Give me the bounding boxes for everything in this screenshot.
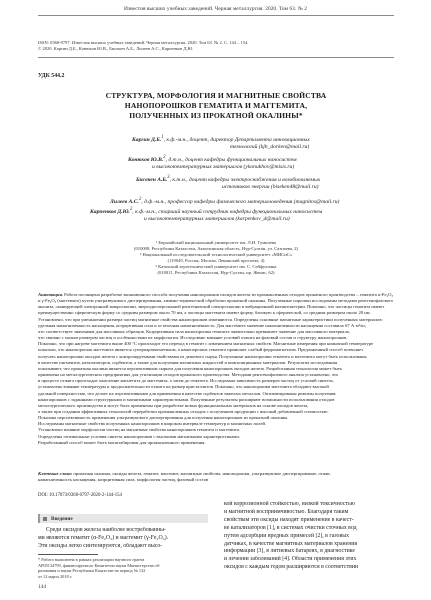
- doi-link[interactable]: DOI: 10.17073/0368-0797-2020-2-144-154: [38, 493, 122, 498]
- paragraph-line: и лечении заболеваний [4]. Области применения этих: [224, 556, 357, 563]
- section-heading: [38, 514, 208, 523]
- affiliation-mark: 2: [163, 155, 166, 160]
- author-details: источников энергии (biseken48@mail.ru): [222, 184, 319, 191]
- abstract-line: Исследованы магнитные свойства полученных нанопорошков в широком интервале температур и магнитных полей.: [38, 421, 267, 427]
- author-entry: [128, 154, 297, 172]
- footnote-line: разования и науки Республики Казахстан на период № 132: [38, 568, 146, 574]
- abstract-line: получать нанопорошки оксидов железа с контролируемыми свойствами из дешевого сырья. Полученные нанопорошки гематита и маггемита могут быть использованы: [38, 353, 367, 359]
- section-square-icon: [43, 517, 47, 521]
- keywords-line: прокатная окалина, оксиды железа, гематит, маггемит, магнитные свойства, нанопорошки, ультразвуковое диспергирование, отжиг,: [72, 471, 331, 476]
- author-entry: [136, 174, 320, 192]
- abstract-line: Установлено влияние морфологии частиц на магнитные свойства нанопорошков гематита и маггемита.: [38, 427, 241, 433]
- paragraph-line: Эти оксиды легко синтезируются, обладают высо-: [38, 542, 163, 549]
- paragraph-line: ми являются гематит (α-Fe₂O₃) и маггемит (γ-Fe₂O₃).: [38, 534, 169, 541]
- title-line: НАНОПОРОШКОВ ГЕМАТИТА И МАГГЕМИТА,: [124, 101, 308, 110]
- affiliation-line: ² Национальный исследовательский технологический университет «МИСиС»: [139, 252, 293, 257]
- abstract-line: что соответствует значениям для массивных образцов. Коэрцитивная сила нанопорошка гематита значительно превышает значение для массивного материала,: [38, 328, 350, 334]
- running-header: Известия высших учебных заведений. Черная металлургия. 2020. Том 63. № 2: [123, 6, 308, 12]
- affiliation-line: (010008, Республика Казахстан, Акмолинская область, Нур-Султан, ул. Сатпаева, 2): [133, 246, 299, 251]
- author-details: , к.т.н., доцент кафедры электроснабжения и возобновляемых: [169, 176, 321, 183]
- affiliation-line: ¹ Евразийский национальный университет им. Л.Н. Гумилева: [155, 240, 277, 245]
- udc-code: УДК 544.2: [38, 73, 65, 79]
- abstract-line: в процессе отжига происходит окисление магнетита до маггемита, а затем до гематита. Исследована зависимость размеров частиц от условий синтеза,: [38, 378, 334, 384]
- author-entry: [132, 134, 310, 152]
- title-line: ПОЛУЧЕННЫХ ИЗ ПРОКАТНОЙ ОКАЛИНЫ*: [129, 111, 303, 120]
- author-details: , д.ф.-м.н., профессор кафедры физического материаловедения (magnitos@mail.ru): [141, 198, 340, 205]
- author-details: , к.ф.-м.н., доцент, директор Департамента инновационных: [163, 136, 310, 143]
- footnote-line: * Работа выполнена в рамках реализации научного гранта: [38, 557, 145, 562]
- affiliation-line: (010011, Республика Казахстан, Нур-Султан, пр. Женис, 62): [157, 270, 275, 275]
- affiliation-line: ³ Казахский агротехнический университет им. С. Сейфуллина: [155, 264, 277, 269]
- paragraph-line: свойствам эти оксиды находят применение в качест-: [224, 516, 354, 523]
- copyright-line: © 2020. Каргин Д.Б., Конюхов Ю.В., Бисекен А.Б., Лилеев А.С., Карпенков Д.Ю.: [38, 46, 194, 52]
- abstract-line: удельной поверхностью, что делает их перспективными для применения в качестве сорбентов тяжелых металлов. Оптимизированы режимы получения: [38, 390, 336, 396]
- author-details: технологий (kjb_dorken@mail.ru): [230, 144, 310, 151]
- abstract-line: показывают, что прокатная окалина является перспективным сырьем для получения нанопорошков оксидов железа. Разработанная технология может быть: [38, 365, 342, 371]
- author-details: , д.т.н., доцент кафедры функциональных наносистем: [165, 156, 297, 163]
- author-name: Бисекен А.Б.: [136, 176, 168, 183]
- abstract-line: что связано с малым размером частиц и особенностями их морфологии. Исследовано влияние условий отжига на фазовый состав и структуру нанопорошков.: [38, 335, 348, 341]
- affiliation-mark: 2: [129, 207, 133, 212]
- article-title: [38, 91, 394, 121]
- abstract-line: Определены оптимальные условия синтеза нанопорошков с высокими магнитными характеристиками.: [38, 433, 240, 439]
- affiliation-mark: 3: [167, 175, 170, 180]
- abstract-line: а также при создании эффективных технологий переработки промышленных отходов с получением продукции с высокой добавленной стоимостью.: [38, 408, 329, 414]
- header-rule: [38, 15, 394, 16]
- abstract-line: показали, что нанопорошок маггемита является суперпарамагнетиком, а нанопорошок гематита проявляет слабый ферромагнетизм. Предложенный способ позволяет: [38, 347, 364, 353]
- keywords-line: намагниченность насыщения, коэрцитивная сила, морфология частиц, фазовый состав: [38, 477, 209, 483]
- affiliation-mark: 1: [161, 135, 164, 140]
- abstract-line: преимущественно сферическую форму со средним размером около 70 нм, а частицы маггемита имеют форму, близкую к сферической, со средним размером около 20 нм.: [38, 310, 371, 316]
- author-entry: [90, 206, 322, 224]
- paragraph-line: ве катализаторов [1], в системах очистки сточных вод: [224, 524, 357, 531]
- abstract-line: Работа посвящена разработке экономичного способа получения нанопорошков оксидов железа из промышленных отходов прокатного производства – гематита α-Fe₂O₃: [62, 292, 394, 297]
- issn-line: ISSN: 0368-0797. Известия высших учебных заведений. Черная металлургия. 2020. Том 63. № 2. С. 144 – 154.: [38, 40, 249, 45]
- abstract-line: установлено влияние температуры и продолжительности отжига на размер кристаллитов. Показано, что нанопорошки маггемита обладают высокой: [38, 384, 329, 390]
- abstract-line: анализа, сканирующей электронной микроскопии, энергодисперсионной рентгеновской спектроскопии и вибрационной магнитометрии. Показано, что частицы гематита имеют: [38, 304, 385, 310]
- intro-column-left: [38, 527, 208, 551]
- paragraph-line: оксидов с каждым годом расширяются в соответствии: [224, 564, 359, 571]
- issn-block: [38, 40, 398, 53]
- author-name: Конюхов Ю.В.: [128, 156, 164, 163]
- issn-rule: [38, 57, 394, 58]
- title-line: СТРУКТУРА, МОРФОЛОГИЯ И МАГНИТНЫЕ СВОЙСТВА: [105, 91, 327, 100]
- footnote-line: от 12 марта 2018 г.: [38, 573, 73, 579]
- paragraph-line: информации [3], в литиевых батареях, в диагностике: [224, 548, 355, 555]
- abstract-line: и γ-Fe₂O₃ (маггемита) путем ультразвукового диспергирования, химико-термической обработки прокатной окалины. Полученные порошки исследованы методами рентгенофазового: [38, 298, 394, 304]
- footnote: [38, 557, 208, 579]
- footnote-rule: [38, 554, 98, 555]
- affiliation-mark: 2: [138, 197, 142, 202]
- paragraph-line: датчиках, в качестве магнитных материалов хранения: [224, 540, 358, 547]
- paragraph-line: и магнитной восприимчивостью. Благодаря таким: [224, 508, 349, 515]
- author-name: Карпенков Д.Ю.: [90, 208, 130, 215]
- abstract: [38, 292, 394, 446]
- author-details: и высокотемпературных материалов (ykonukhov@misis.ru): [152, 164, 295, 171]
- affiliation-line: (119049, Россия, Москва, Ленинский проспект, 4): [167, 258, 265, 263]
- abstract-line: нанопорошков с заданными структурными и магнитными характеристиками. Полученные результаты расширяют возможности использования отходов: [38, 396, 335, 402]
- author-name: Каргин Д.Б.: [132, 136, 162, 143]
- abstract-line: металлургического производства и могут быть применены при разработке новых функциональных материалов на основе оксидов железа,: [38, 402, 309, 408]
- affiliations: [38, 240, 394, 276]
- abstract-line: Установлено, что при уменьшении размера частиц магнитные свойства нанопорошков изменяются. Определены основные магнитные характеристики полученных материалов:: [38, 316, 383, 322]
- abstract-line: Показано, что при нагреве маггемита выше 400 °С происходит его переход в гематит с изменением магнитных свойств. Магнитные измерения при комнатной температуре: [38, 341, 374, 347]
- author-entry: [110, 196, 339, 206]
- author-details: и высокотемпературных материалов (karpenkov_d@mail.ru): [144, 216, 290, 223]
- abstract-lead: Аннотация.: [38, 292, 63, 297]
- abstract-line: применена на металлургических предприятиях для утилизации отходов прокатного производства. Методами рентгенофазового анализа установлено, что: [38, 372, 339, 378]
- page-number: 144: [38, 584, 47, 590]
- intro-column-right: [224, 501, 394, 572]
- abstract-line: Разработанный способ может быть масштабирован для промышленного применения.: [38, 439, 206, 445]
- keywords: [38, 471, 394, 483]
- abstract-line: удельная намагниченность насыщения, коэрцитивная сила и остаточная намагниченность. Для маггемита значение намагниченности насыщения составило 67 А·м²/кг,: [38, 322, 367, 328]
- author-name: Лилеев А.С.: [110, 198, 139, 205]
- paragraph-line: кой коррозионной стойкостью, низкой токсичностью: [224, 501, 355, 507]
- abstract-line: в качестве пигментов, катализаторов, сорбентов, а также для получения магнитных жидкостей и композиционных материалов. Результаты исследования: [38, 359, 338, 365]
- keywords-lead: Ключевые слова:: [38, 471, 73, 476]
- abstract-line: Показана перспективность применения ультразвукового диспергирования для получения нанопорошков из прокатной окалины.: [38, 415, 289, 421]
- section-title: Введение: [51, 515, 73, 522]
- paragraph-line: путем адсорбции вредных примесей [2], в газовых: [224, 532, 349, 539]
- paragraph-line: Среди оксидов железа наиболее востребованны-: [46, 527, 166, 533]
- author-details: , к.ф.-м.н., старший научный сотрудник кафедры функциональных наносистем: [132, 208, 323, 215]
- footnote-line: АР05134799, финансируемого Комитетом науки Министерства об-: [38, 562, 161, 568]
